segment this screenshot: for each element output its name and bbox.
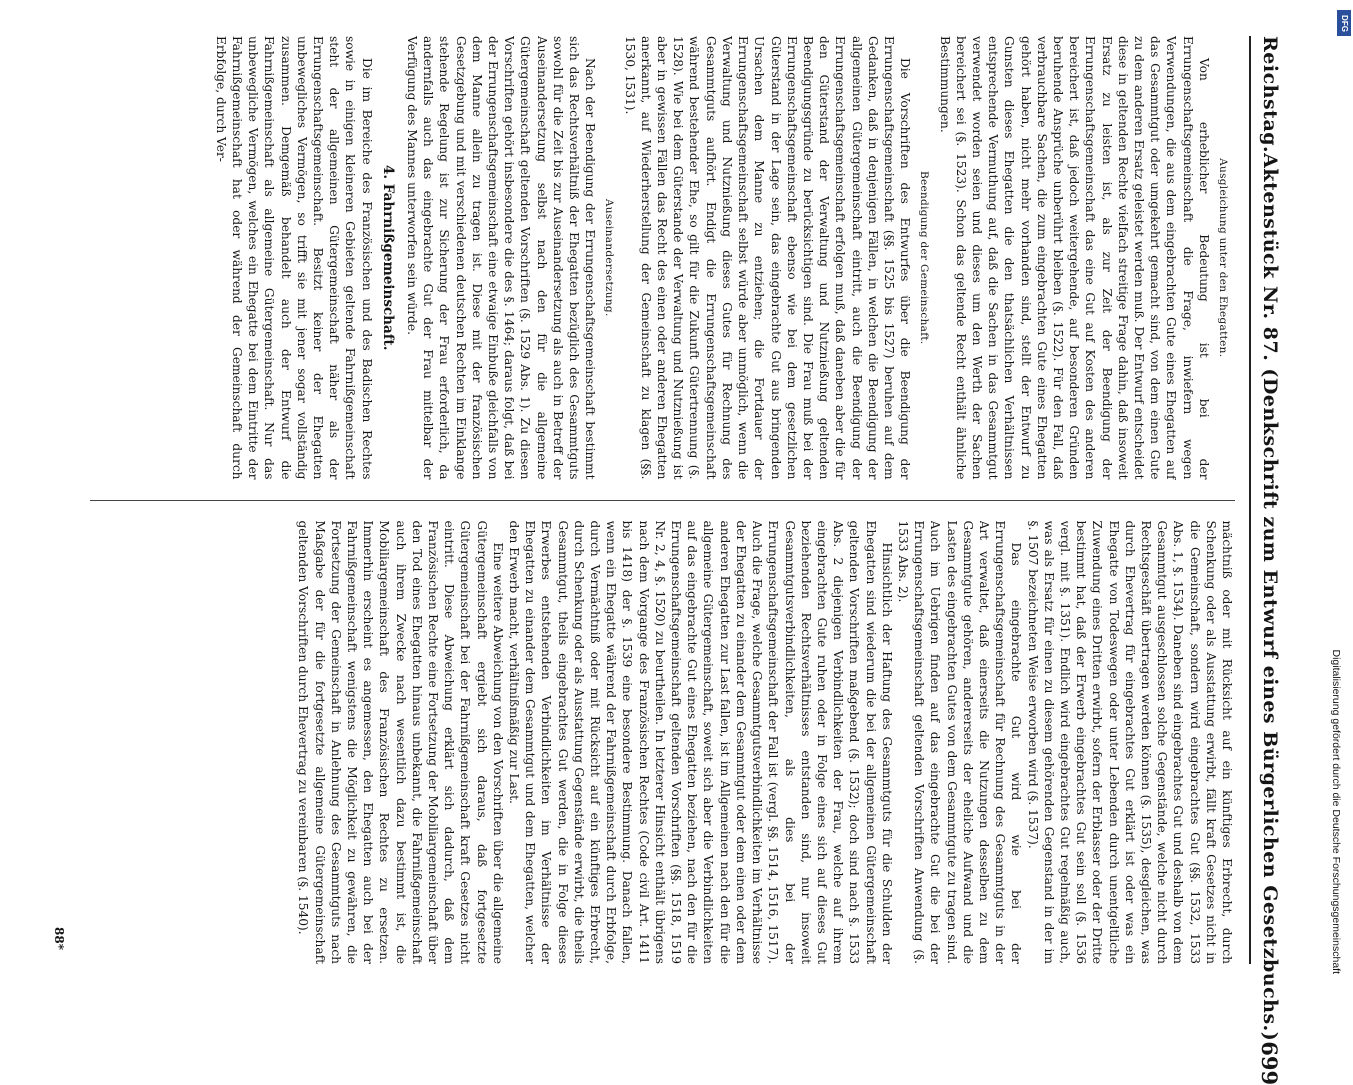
page-number: 699 (1257, 1041, 1283, 1085)
left-column (90, 36, 1235, 480)
paragraph: Die im Bereiche des Französischen und des Badischen Rechtes sowie in einigen kleineren Gebieten geltende Fahrnißgemeinschaft steht der allgemeinen Gütergemeinschaft näher als der Errungenschaftsgemeinschaft. Besitzt keiner der Ehegatten unbewegliches Vermögen, so trifft sie mit jener sogar vollständig zusammen. Demgemäß behandelt auch der Entwurf die Fahrnißgemeinschaft als allgemeine Gütergemeinschaft. Nur das unbewegliche Vermögen, welches ein Ehegatte bei dem Eintritte der Fahrnißgemeinschaft hat oder während der Gemeinschaft durch Erbfolge, durch Ver- (213, 36, 374, 480)
text-columns (90, 36, 1235, 964)
paragraph: Hinsichtlich der Haftung des Gesammtguts für die Schulden der Ehegatten sind wiederum die bei der allgemeinen Gütergemeinschaft geltenden Vorschriften maßgebend (§. 1532); doch sind nach §. 1533 Abs. 2 diejenigen Verbindlichkeiten der Frau, welche auf ihrem eingebrachten Gute ruhen oder in Folge eines sich auf dieses Gut beziehenden Rechtsverhältnisses entstanden sind, nur insoweit Gesammtgutsverbindlichkeiten, als dies bei der Errungenschaftsgemeinschaft der Fall ist (vergl. §§. 1514, 1516, 1517). Auch die Frage, welche Gesammtgutsverbindlichkeiten im Verhältnisse der Ehegatten zu einander dem Gesammtgut oder dem einen oder dem anderen Ehegatten zur Last fallen, ist im Allgemeinen nach den für die allgemeine Gütergemeinschaft, soweit sich aber die Verbindlichkeiten auf das eingebrachte Gut eines Ehegatten beziehen, nach den für die Errungenschaftsgemeinschaft geltenden Vorschriften (§§. 1518, 1519 Nr. 2, 4, §. 1520) zu beurtheilen. In letzterer Hinsicht enthält übrigens nach dem Vorgange des Französischen Rechtes (Code civil Art. 1411 bis 1418) der §. 1539 eine besondere Bestimmung. Danach fallen, wenn ein Ehegatte während der Fahrnißgemeinschaft durch Erbfolge, durch Vermächtniß oder mit Rücksicht auf ein künftiges Erbrecht, durch Schenkung oder als Ausstattung Gegenstände erwirbt, die theils Gesammtgut, theils eingebrachtes Gut werden, die in Folge dieses Erwerbes entstehenden Verbindlichkeiten im Verhältnisse der Ehegatten zu einander dem Gesammtgut und dem Ehegatten, welcher den Erwerb macht, verhältnißmäßig zur Last. (507, 520, 894, 964)
header-title: Aktenstück Nr. 87. (Denkschrift zum Entwurf eines Bürgerlichen Gesetzbuchs.) (1259, 153, 1281, 1042)
column-divider (90, 500, 1235, 501)
sheet-mark: 88* (52, 927, 66, 950)
digitization-credit: Digitalisierung gefördert durch die Deutsche Forschungsgemeinschaft (1330, 649, 1342, 974)
paragraph: Nach der Beendigung der Errungenschaftsgemeinschaft bestimmt sich das Rechtsverhältniß der Ehegatten bezüglich des Gesammtguts sowohl für die Zeit bis zur Auseinandersetzung als auch in Betreff der Auseinandersetzung selbst nach den für die allgemeine Gütergemeinschaft geltenden Vorschriften (§. 1529 Abs. 1). Zu diesen Vorschriften gehört insbesondere die des §. 1464; daraus folgt, daß bei der Errungenschaftsgemeinschaft eine etwaige Einbuße gleichfalls von dem Manne allein zu tragen ist. Diese mit der französischen Gesetzgebung und mit verschiedenen deutschen Rechten im Einklange stehende Regelung ist zur Sicherung der Frau erforderlich, da andernfalls auch das eingebrachte Gut der Frau mittelbar der Verfügung des Mannes unterworfen sein würde. (405, 36, 598, 480)
paragraph: Eine weitere Abweichung von den Vorschriften über die allgemeine Gütergemeinschaft ergiebt sich daraus, daß fortgesetzte Gütergemeinschaft bei der Fahrnißgemeinschaft kraft Gesetzes nicht eintritt. Diese Abweichung erklärt sich dadurch, daß dem Französischen Rechte eine Fortsetzung der Mobiliargemeinschaft über den Tod eines Ehegatten hinaus unbekannt, die Fahrnißgemeinschaft auch ihrem Zwecke nach wesentlich dazu bestimmt ist, die Mobiliargemeinschaft des Französischen Rechtes zu ersetzen. Immerhin erscheint es angemessen, den Ehegatten auch bei der Fahrnißgemeinschaft wenigstens die Möglichkeit zu gewähren, die Fortsetzung der Gemeinschaft in Anlehnung des Gesammtguts nach Maßgabe der für die fortgesetzte allgemeine Gütergemeinschaft geltenden Vorschriften durch Ehevertrag zu vereinbaren (§. 1540). (296, 520, 505, 964)
paragraph: Die Vorschriften des Entwurfes über die Beendigung der Errungenschaftsgemeinschaft (§§. 1525 bis 1527) beruhen auf dem Gedanken, daß in denjenigen Fällen, in welchen die Beendigung der allgemeinen Gütergemeinschaft eintritt, auch die Beendigung der Errungenschaftsgemeinschaft erfolgen muß, daß daneben aber die für den Güterstand der Verwaltung und Nutznießung geltenden Beendigungsgründe zu berücksichtigen sind. Die Frau muß bei der Errungenschaftsgemeinschaft ebenso wie bei dem gesetzlichen Güterstand in der Lage sein, das eingebrachte Gut aus bringenden Ursachen dem Manne zu entziehen; die Fortdauer der Errungenschaftsgemeinschaft selbst würde aber unmöglich, wenn die Verwaltung und Nutznießung dieses Gutes für Rechnung des Gesammtguts aufhört. Endigt die Errungenschaftsgemeinschaft während bestehender Ehe, so gilt für die Zukunft Gütertrennung (§. 1528). Wie bei dem Güterstande der Verwaltung und Nutznießung ist aber in gewissen Fällen das Recht des einen oder anderen Ehegatten anerkannt, auf Wiederherstellung der Gemeinschaft zu klagen (§§. 1530, 1531). (622, 36, 913, 480)
right-column (90, 521, 1235, 965)
paragraph: mächtniß oder mit Rücksicht auf ein künftiges Erbrecht, durch Schenkung oder als Ausstattung erwirbt, fällt kraft Gesetzes nicht in die Gemeinschaft, sondern wird eingebrachtes Gut (§§. 1532, 1533 Abs. 1, §. 1534). Daneben sind eingebrachtes Gut und deshalb von dem Gesammtgut ausgeschlossen solche Gegenstände, welche nicht durch Rechtsgeschäft übertragen werden können (§. 1535), desgleichen, was durch Ehevertrag für eingebrachtes Gut erklärt ist oder was ein Ehegatte von Todeswegen oder unter Lebenden durch unentgeltliche Zuwendung eines Dritten erwirbt, sofern der Erblasser oder der Dritte bestimmt hat, daß der Erwerb eingebrachtes Gut sein soll (§. 1536 vergl. mit §. 1351). Endlich wird eingebrachtes Gut regelmäßig auch, was als Ersatz für einen zu diesem gehörenden Gegenstand in der im §. 1507 bezeichneten Weise erworben wird (§. 1537). (1025, 520, 1234, 964)
dfg-logo-icon: DFG (1337, 10, 1351, 36)
subhead-ausgleichung: Ausgleichung unter den Ehegatten. (1217, 158, 1229, 358)
paragraph: Das eingebrachte Gut wird wie bei der Errungenschaftsgemeinschaft für Rechnung des Gesammtguts in der Art verwaltet, daß einerseits die Nutzungen desselben zu dem Gesammtgute gehören, andererseits der eheliche Aufwand und die Lasten des eingebrachten Gutes von dem Gesammtgute zu tragen sind. Auch im Uebrigen finden auf das eingebrachte Gut die bei der Errungenschaftsgemeinschaft geltenden Vorschriften Anwendung (§. 1533 Abs. 2). (895, 520, 1024, 964)
page-header (1249, 36, 1289, 1085)
header-reichstag: Reichstag. (1259, 36, 1281, 154)
subhead-auseinandersetzung: Auseinandersetzung. (603, 198, 616, 317)
paragraph: Von erheblicher Bedeutung ist bei der Errungenschaftsgemeinschaft die Frage, inwiefern wegen Verwendungen, die aus dem eingebrachten Gute eines Ehegatten auf das Gesammtgut oder umgekehrt gemacht sind, von dem einen Gute zu dem anderen Ersatz geleistet werden muß. Der Entwurf entscheidet diese in geltenden Rechte vielfach streitige Frage dahin, daß insoweit Ersatz zu leisten ist, als zur Zeit der Beendigung der Errungenschaftsgemeinschaft das eine Gut auf Kosten des anderen bereichert ist, daß jedoch weitergehende, auf besonderen Gründen beruhende Ansprüche unberührt bleiben (§. 1522). Für den Fall, daß verbrauchbare Sachen, die zum eingebrachten Gute eines Ehegatten gehört haben, nicht mehr vorhanden sind, stellt der Entwurf zu Gunsten dieses Ehegatten die den thatsächlichen Verhältnissen entsprechende Vermuthung auf, daß die Sachen in das Gesammtgut verwendet worden seien und dieses um den Werth der Sachen bereichert sei (§. 1523). Schon das geltende Recht enthält ähnliche Bestimmungen. (937, 36, 1211, 480)
section-fahrnissgemeinschaft: 4. Fahrnißgemeinschaft. (379, 165, 396, 351)
subhead-beendigung: Beendigung der Gemeinschaft. (918, 170, 931, 345)
